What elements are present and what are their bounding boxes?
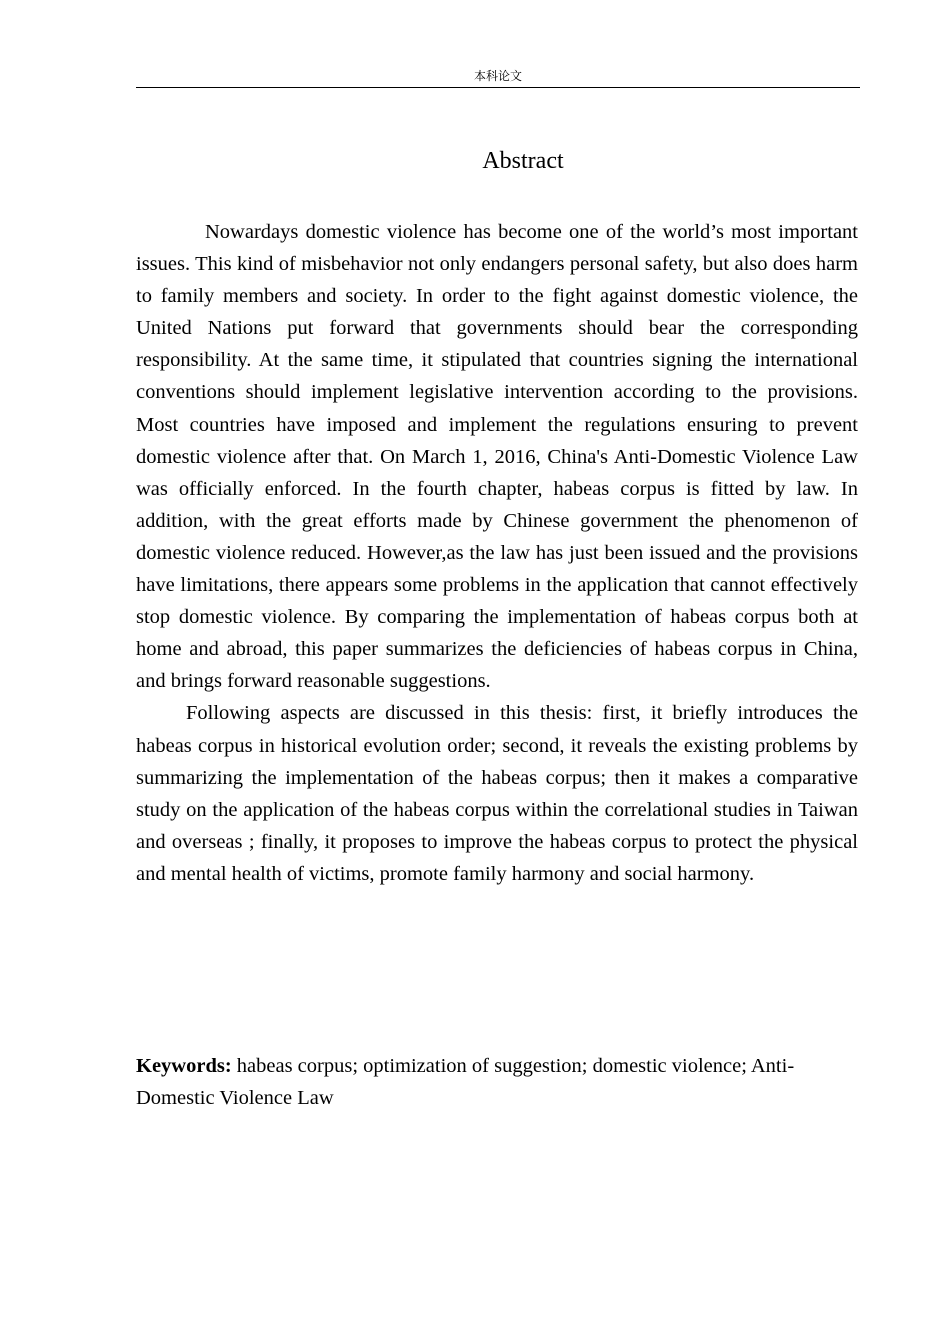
keywords-label: Keywords: [136, 1055, 232, 1077]
keywords-line [136, 1050, 858, 1114]
abstract-heading: Abstract [482, 148, 564, 174]
keywords-text: habeas corpus; optimization of suggestion; domestic violence; Anti-Domestic Violence Law [136, 1055, 795, 1110]
abstract-body [136, 216, 858, 890]
running-header: 本科论文 [136, 67, 860, 88]
abstract-paragraph-2: Following aspects are discussed in this thesis: first, it briefly introduces the habeas corpus in historical evolution order; second, it reveals the existing problems by summarizing the implementation of the habeas corpus; then it makes a comparative study on the application of the habeas corpus within the correlational studies in Taiwan and overseas ; finally, it proposes to improve the habeas corpus to protect the physical and mental health of victims, promote family harmony and social harmony. [136, 702, 858, 885]
abstract-paragraph-1: Nowardays domestic violence has become one of the world’s most important issues. This kind of misbehavior not only endangers personal safety, but also does harm to family members and society. In order to the fight against domestic violence, the United Nations put forward that governments should bear the corresponding responsibility. At the same time, it stipulated that countries signing the international conventions should implement legislative intervention according to the provisions. Most countries have imposed and implement the regulations ensuring to prevent domestic violence after that. On March 1, 2016, China's Anti-Domestic Violence Law was officially enforced. In the fourth chapter, habeas corpus is fitted by law. In addition, with the great efforts made by Chinese government the phenomenon of domestic violence reduced. However,as the law has just been issued and the provisions have limitations, there appears some problems in the application that cannot effectively stop domestic violence. By comparing the implementation of habeas corpus both at home and abroad, this paper summarizes the deficiencies of habeas corpus in China, and brings forward reasonable suggestions. [136, 221, 858, 693]
